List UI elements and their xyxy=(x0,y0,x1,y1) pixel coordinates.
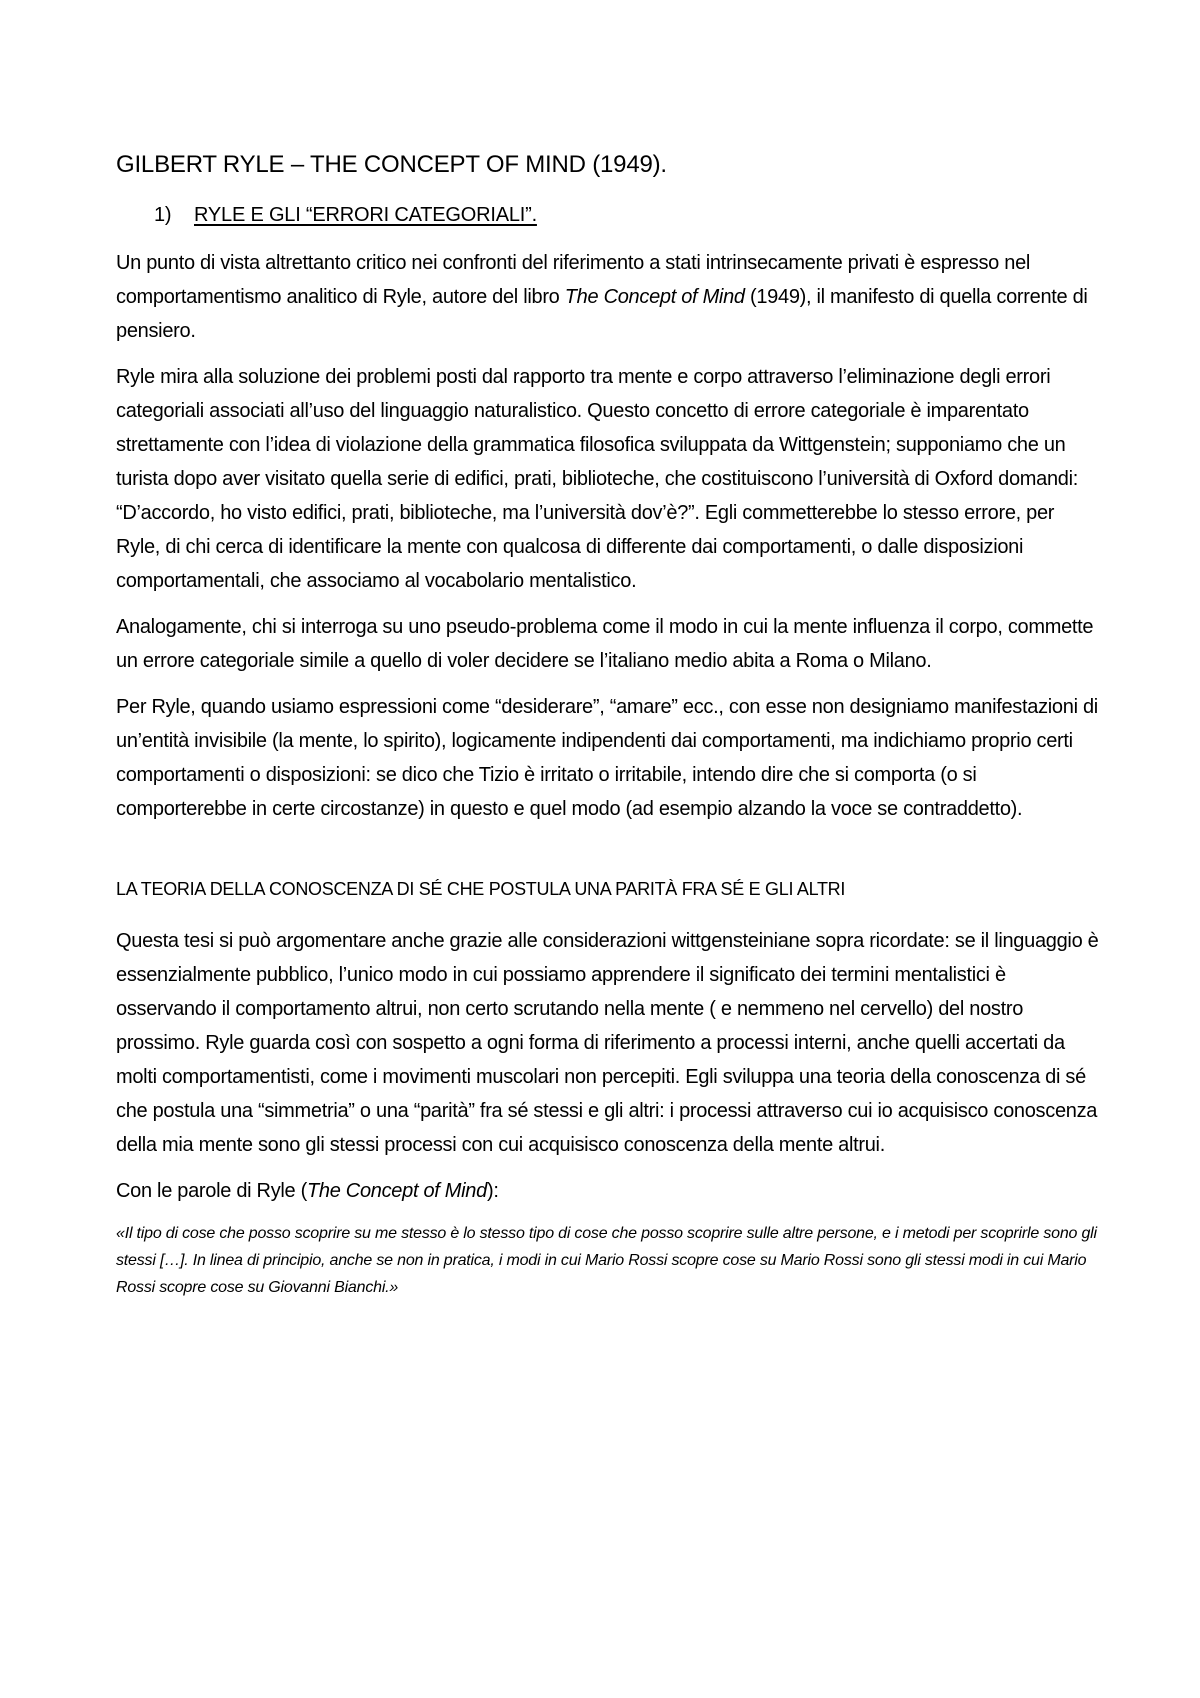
paragraph-2: Ryle mira alla soluzione dei problemi posti dal rapporto tra mente e corpo attraverso l’eliminazione degli errori categoriali associati all’uso del linguaggio naturalistico. Questo concetto di errore categoriale è imparentato strettamente con l’idea di violazione della grammatica filosofica sviluppata da Wittgenstein; supponiamo che un turista dopo aver visitato quella serie di edifici, prati, biblioteche, che costituiscono l’università di Oxford domandi: “D’accordo, ho visto edifici, prati, biblioteche, ma l’università dov’è?”. Egli commetterebbe lo stesso errore, per Ryle, di chi cerca di identificare la mente con qualcosa di differente dai comportamenti, o dalle disposizioni comportamentali, che associamo al vocabolario mentalistico. xyxy=(116,366,1078,592)
paragraph-6 xyxy=(116,1174,1101,1208)
section-heading-2: LA TEORIA DELLA CONOSCENZA DI SÉ CHE POSTULA UNA PARITÀ FRA SÉ E GLI ALTRI xyxy=(116,879,846,899)
book-title: The Concept of Mind xyxy=(564,286,745,308)
document-title: GILBERT RYLE – THE CONCEPT OF MIND (1949). xyxy=(116,151,667,178)
paragraph-6-after: ): xyxy=(486,1180,499,1202)
section-heading-text: RYLE E GLI “ERRORI CATEGORIALI”. xyxy=(194,204,537,226)
paragraph-1 xyxy=(116,246,1101,348)
section-heading-1 xyxy=(116,202,1101,228)
block-quote: «Il tipo di cose che posso scoprire su me stesso è lo stesso tipo di cose che posso scoprire sulle altre persone, e i metodi per scoprirle sono gli stessi […]. In linea di principio, anche se non in pratica, i modi in cui Mario Rossi scopre cose su Mario Rossi sono gli stessi modi in cui Mario Rossi scopre cose su Giovanni Bianchi.» xyxy=(116,1225,1097,1296)
document-body xyxy=(116,150,1101,1301)
paragraph-1-before: Un punto di vista altrettanto critico nei confronti del riferimento a stati intrinsecamente privati è espresso nel comportamentismo analitico di Ryle, autore del libro xyxy=(116,252,1031,308)
paragraph-5: Questa tesi si può argomentare anche grazie alle considerazioni wittgensteiniane sopra ricordate: se il linguaggio è essenzialmente pubblico, l’unico modo in cui possiamo apprendere il significato dei termini mentalistici è osservando il comportamento altrui, non certo scrutando nella mente ( e nemmeno nel cervello) del nostro prossimo. Ryle guarda così con sospetto a ogni forma di riferimento a processi interni, anche quelli accertati da molti comportamentisti, come i movimenti muscolari non percepiti. Egli sviluppa una teoria della conoscenza di sé che postula una “simmetria” o una “parità” fra sé stessi e gli altri: i processi attraverso cui io acquisisco conoscenza della mia mente sono gli stessi processi con cui acquisisco conoscenza della mente altrui. xyxy=(116,930,1099,1156)
spacer xyxy=(116,838,1101,876)
paragraph-6-before: Con le parole di Ryle ( xyxy=(116,1180,307,1202)
paragraph-1-after: (1949), il manifesto di quella corrente di pensiero. xyxy=(116,286,1088,342)
paragraph-4: Per Ryle, quando usiamo espressioni come “desiderare”, “amare” ecc., con esse non designiamo manifestazioni di un’entità invisibile (la mente, lo spirito), logicamente indipendenti dai comportamenti, ma indichiamo proprio certi comportamenti o disposizioni: se dico che Tizio è irritato o irritabile, intendo dire che si comporta (o si comporterebbe in certe circostanze) in questo e quel modo (ad esempio alzando la voce se contraddetto). xyxy=(116,696,1098,820)
book-title-2: The Concept of Mind xyxy=(306,1180,487,1202)
section-number: 1) xyxy=(154,204,172,226)
paragraph-3: Analogamente, chi si interroga su uno pseudo-problema come il modo in cui la mente influenza il corpo, commette un errore categoriale simile a quello di voler decidere se l’italiano medio abita a Roma o Milano. xyxy=(116,616,1094,672)
